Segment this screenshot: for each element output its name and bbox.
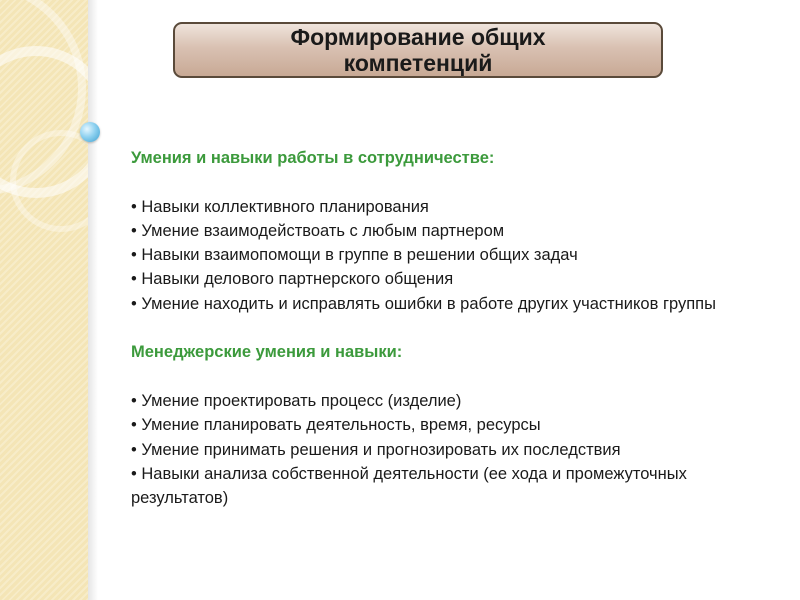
list-item: • Умение принимать решения и прогнозировать их последствия [131, 438, 751, 462]
list-item: • Умение взаимодействоать с любым партнером [131, 219, 751, 243]
slide-title-box [173, 22, 663, 78]
list-item: • Умение планировать деятельность, время, ресурсы [131, 413, 751, 437]
section-heading-management: Менеджерские умения и навыки: [131, 343, 403, 362]
decorative-side-panel [0, 0, 88, 600]
list-item: • Навыки делового партнерского общения [131, 267, 751, 291]
side-panel-shadow [88, 0, 98, 600]
slide-title: Формирование общих компетенций [290, 24, 546, 76]
list-item: • Навыки анализа собственной деятельности (ее хода и промежуточных результатов) [131, 462, 751, 511]
decorative-bubble-icon [80, 122, 100, 142]
list-item: • Навыки коллективного планирования [131, 195, 751, 219]
list-item: • Умение находить и исправлять ошибки в работе других участников группы [131, 292, 751, 316]
section-heading-cooperation: Умения и навыки работы в сотрудничестве: [131, 149, 495, 167]
list-item: • Навыки взаимопомощи в группе в решении общих задач [131, 243, 751, 267]
list-item: • Умение проектировать процесс (изделие) [131, 389, 751, 413]
slide-content [131, 146, 751, 510]
